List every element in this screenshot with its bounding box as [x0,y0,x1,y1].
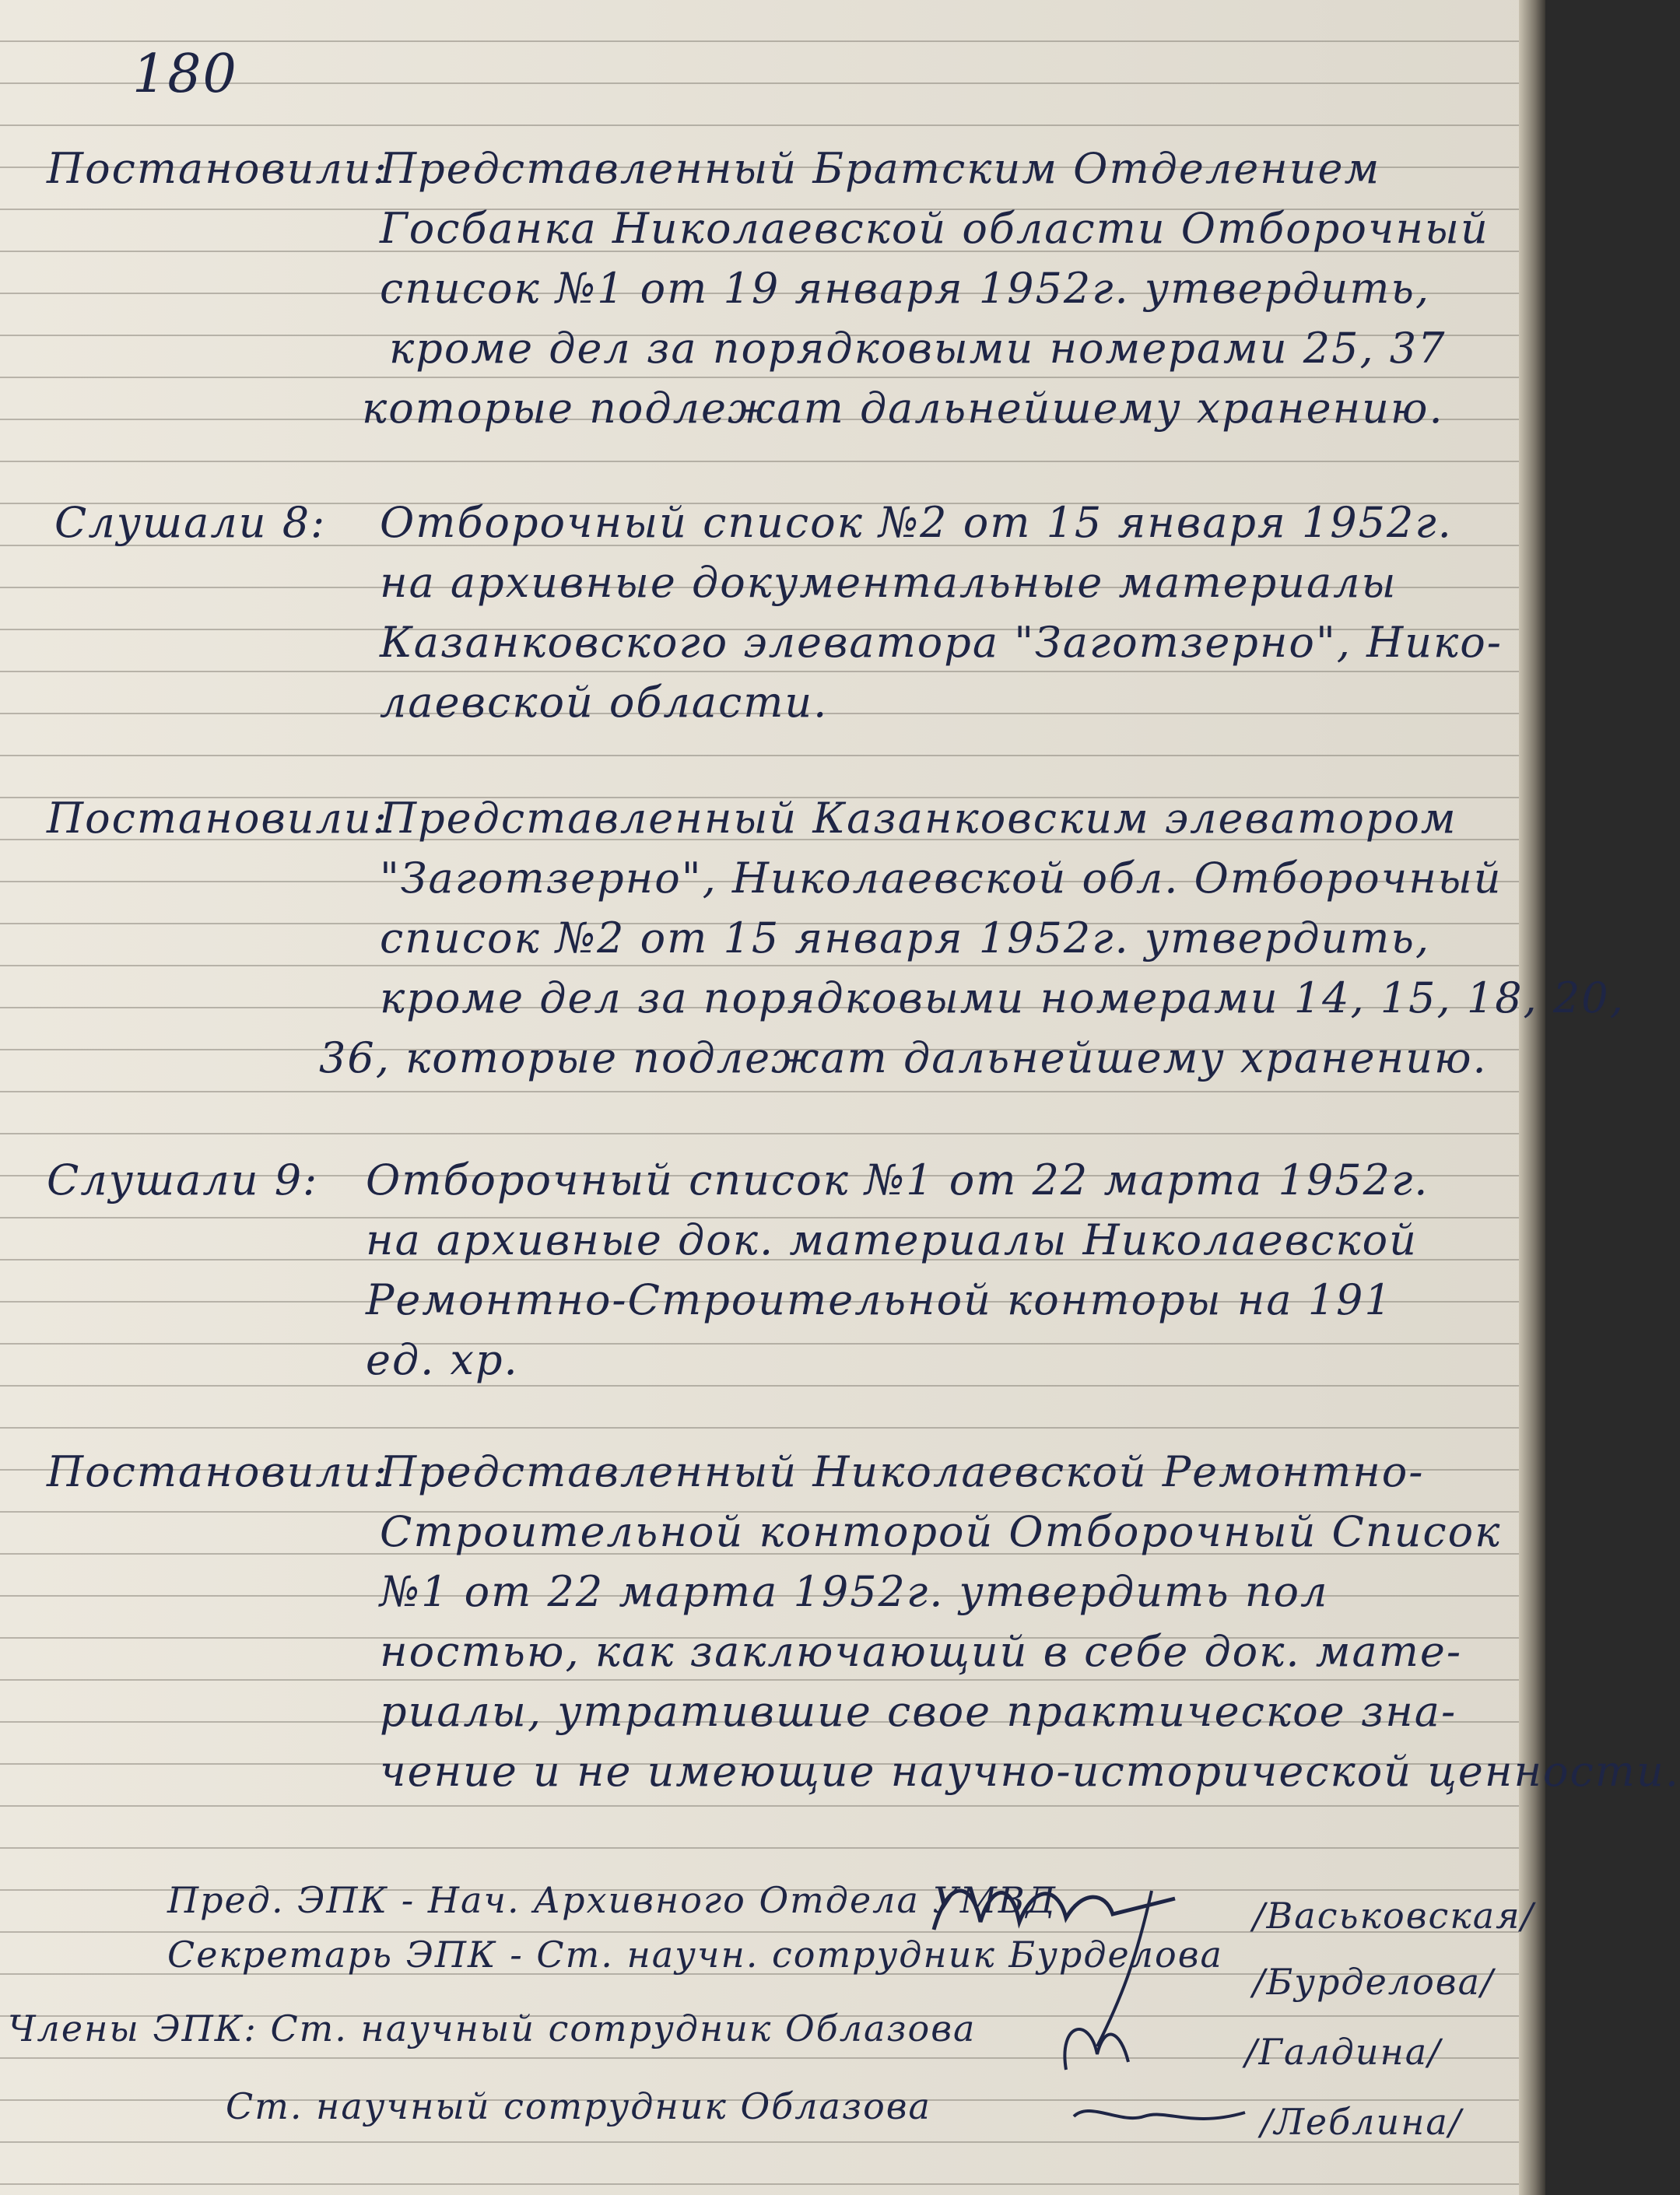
handwritten-signatures [918,1867,1261,2148]
signature-role: Секретарь ЭПК - Ст. научн. сотрудник Бурделова [167,1934,1223,1976]
section-line: №1 от 22 марта 1952г. утвердить пол [380,1567,1329,1616]
section-line: Отборочный список №2 от 15 января 1952г. [380,498,1453,547]
section-label: Слушали 8: [54,498,327,547]
section-line: список №1 от 19 января 1952г. утвердить, [380,264,1431,313]
book-binding [1519,0,1545,2195]
section-line: которые подлежат дальнейшему хранению. [362,384,1444,433]
section-line: кроме дел за порядковыми номерами 25, 37 [389,324,1447,373]
section-line: чение и не имеющие научно-исторической ценности. [380,1747,1680,1796]
signature-role: Члены ЭПК: Ст. научный сотрудник Облазова [8,2007,977,2049]
section-label: Слушали 9: [47,1155,319,1204]
section-line: на архивные документальные материалы [380,558,1398,607]
section-line: список №2 от 15 января 1952г. утвердить, [380,913,1431,963]
section-line: на архивные док. материалы Николаевской [366,1215,1418,1264]
signature-role: Ст. научный сотрудник Облазова [226,2085,931,2127]
section-line: 36, которые подлежат дальнейшему хранению. [319,1033,1488,1082]
section-line: ед. хр. [366,1335,519,1384]
section-line: Госбанка Николаевской области Отборочный [380,204,1489,253]
section-line: лаевской области. [380,678,829,727]
section-line: Представленный Казанковским элеватором [380,794,1457,843]
section-line: Отборочный список №1 от 22 марта 1952г. [366,1155,1429,1204]
section-label: Постановили: [47,1447,388,1496]
signature-role: Пред. ЭПК - Нач. Архивного Отдела УМВД [167,1879,1057,1921]
folio-number: 180 [132,44,238,105]
signature-name: /Галдина/ [1245,2031,1442,2073]
section-line: ностью, как заключающий в себе док. мате- [380,1627,1463,1676]
section-line: Казанковского элеватора "Заготзерно", Нико- [380,618,1503,667]
signature-name: /Бурделова/ [1253,1961,1495,2003]
section-label: Постановили: [47,144,388,193]
section-line: Строительной конторой Отборочный Список [380,1507,1502,1556]
section-line: Представленный Братским Отделением [380,144,1381,193]
signature-name: /Леблина/ [1261,2101,1463,2143]
section-line: риалы, утратившие свое практическое зна- [380,1687,1457,1736]
section-line: "Заготзерно", Николаевской обл. Отборочный [380,854,1503,903]
section-line: кроме дел за порядковыми номерами 14, 15, 18, 20, [380,973,1625,1022]
section-line: Ремонтно-Строительной конторы на 191 [366,1275,1393,1324]
section-line: Представленный Николаевской Ремонтно- [380,1447,1425,1496]
section-label: Постановили: [47,794,388,843]
signature-name: /Васьковская/ [1253,1895,1535,1937]
